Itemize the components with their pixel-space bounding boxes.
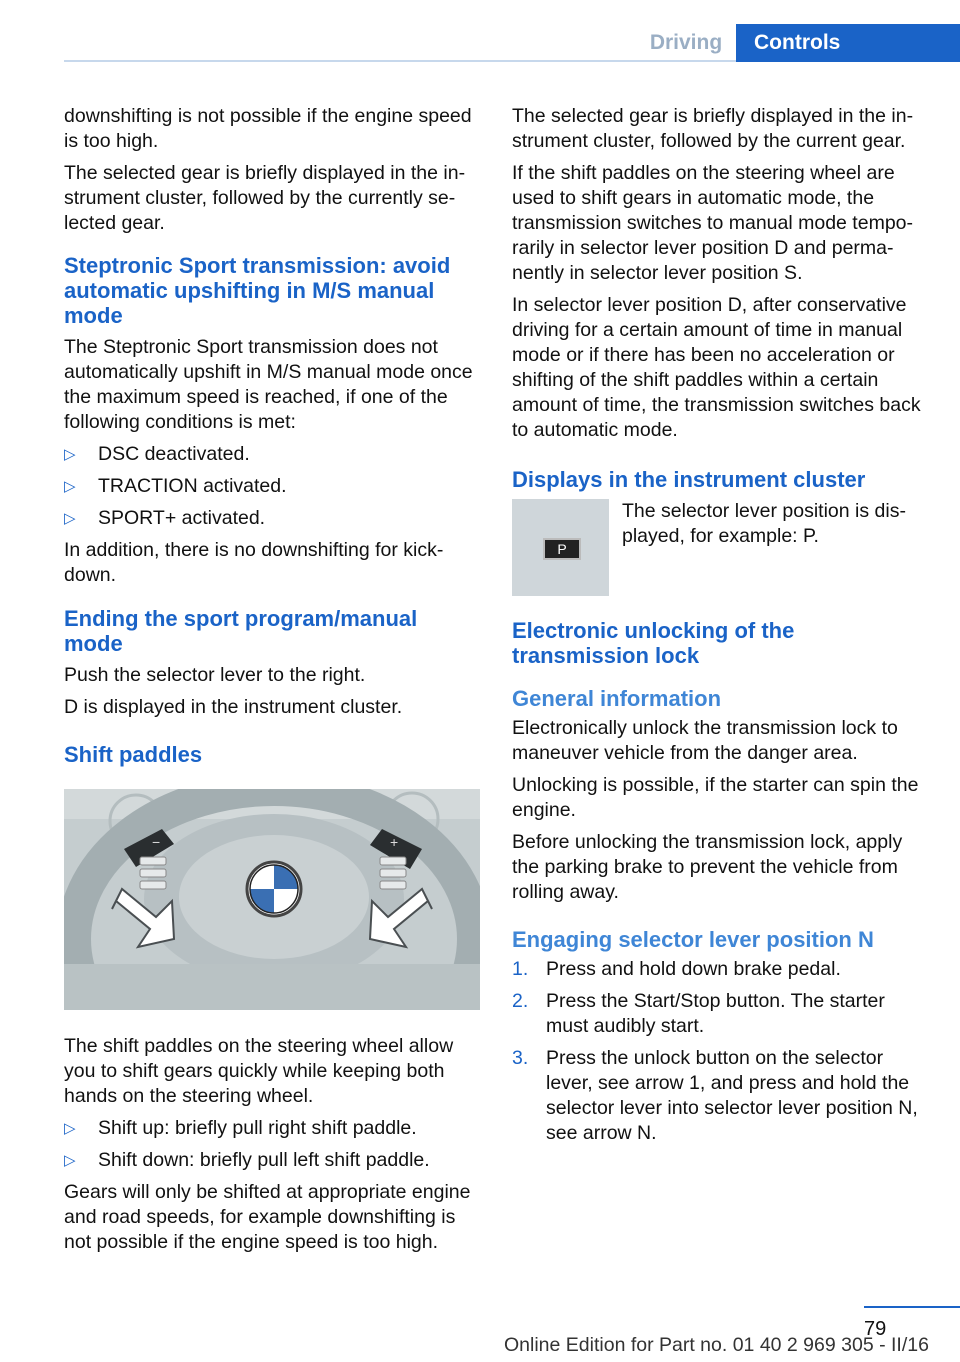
triangle-bullet-icon: ▷ xyxy=(64,1152,76,1169)
paragraph: Electronically unlock the transmission lock to maneuver vehicle from the danger area. xyxy=(512,717,898,764)
heading-displays: Displays in the instrument cluster xyxy=(512,467,866,492)
heading-steptronic: Steptronic Sport transmission: avoid automatic upshifting in M/S manual mode xyxy=(64,253,451,328)
footer-rule xyxy=(864,1306,960,1308)
list-item: 3. Press the unlock button on the selector lever, see arrow 1, and press and hold the selector lever into selector lever position N, see arrow N. xyxy=(512,1047,918,1144)
paragraph: If the shift paddles on the steering wheel are used to shift gears in automatic mode, the transmission switches to manual mode temporarily in selector lever position D and permanently in selector lever position S. xyxy=(512,162,914,284)
heading-shift-paddles: Shift paddles xyxy=(64,742,203,767)
paragraph: In selector lever position D, after conservative driving for a certain amount of time in manual mode or if there has been no acceleration or shifting of the shift paddles within a certain amount of time, the transmission switches back to automatic mode. xyxy=(512,294,921,441)
list-item: ▷ DSC deactivated. xyxy=(64,443,250,465)
page-header xyxy=(0,0,960,62)
tab-driving[interactable]: Driving xyxy=(649,31,723,54)
paragraph: Gears will only be shifted at appropriate engine and road speeds, for example downshifting is not possible if the engine speed is too high. xyxy=(64,1181,471,1253)
heading-engaging-n: Engaging selector lever position N xyxy=(512,927,874,952)
gear-indicator: P xyxy=(543,538,581,560)
paragraph: Before unlocking the transmission lock, apply the parking brake to prevent the vehicle from rolling away. xyxy=(512,831,903,903)
list-item: ▷ Shift down: briefly pull left shift paddle. xyxy=(64,1149,430,1171)
heading-general-information: General information xyxy=(512,686,722,711)
conditions-list xyxy=(64,442,482,531)
paragraph: Push the selector lever to the right. xyxy=(64,664,366,686)
display-example xyxy=(512,499,930,596)
heading-ending-sport: Ending the sport program/manual mode xyxy=(64,606,418,656)
instrument-display-image xyxy=(512,499,609,596)
paragraph: The Steptronic Sport transmission does not automatically upshift in M/S manual mode once the maximum speed is reached, if one of the following conditions is met: xyxy=(64,336,473,433)
steps-list xyxy=(512,957,930,1146)
svg-text:−: − xyxy=(152,834,161,850)
list-item: ▷ SPORT+ activated. xyxy=(64,507,266,529)
paragraph: Unlocking is possible, if the starter can spin the engine. xyxy=(512,774,919,821)
triangle-bullet-icon: ▷ xyxy=(64,446,76,463)
paragraph: The selected gear is briefly displayed in the instrument cluster, followed by the current gear. xyxy=(512,105,914,152)
paddle-list xyxy=(64,1116,482,1173)
paragraph: In addition, there is no downshifting for kickdown. xyxy=(64,539,444,586)
paragraph: The selected gear is briefly displayed in the instrument cluster, followed by the currently selected gear. xyxy=(64,162,466,234)
triangle-bullet-icon: ▷ xyxy=(64,1120,76,1137)
paragraph: downshifting is not possible if the engine speed is too high. xyxy=(64,105,472,152)
page-number: 79 xyxy=(864,1318,887,1340)
right-column xyxy=(512,104,930,1153)
tab-controls[interactable]: Controls xyxy=(736,24,960,62)
triangle-bullet-icon: ▷ xyxy=(64,510,76,527)
display-caption: The selector lever position is displayed, for example: P. xyxy=(622,500,906,547)
edition-line: Online Edition for Part no. 01 40 2 969 305 - II/16 xyxy=(504,1334,929,1356)
triangle-bullet-icon: ▷ xyxy=(64,478,76,495)
paragraph: The shift paddles on the steering wheel allow you to shift gears quickly while keeping both hands on the steering wheel. xyxy=(64,1035,454,1107)
list-item: 2. Press the Start/Stop button. The starter must audibly start. xyxy=(512,990,885,1037)
list-item: ▷ Shift up: briefly pull right shift paddle. xyxy=(64,1117,417,1139)
paragraph: D is displayed in the instrument cluster. xyxy=(64,696,403,718)
steering-wheel-image xyxy=(64,789,480,1010)
svg-text:+: + xyxy=(390,834,399,850)
list-item: ▷ TRACTION activated. xyxy=(64,475,287,497)
heading-electronic-unlocking: Electronic unlocking of the transmission lock xyxy=(512,618,795,668)
list-item: 1. Press and hold down brake pedal. xyxy=(512,958,841,980)
left-column xyxy=(64,104,482,1262)
